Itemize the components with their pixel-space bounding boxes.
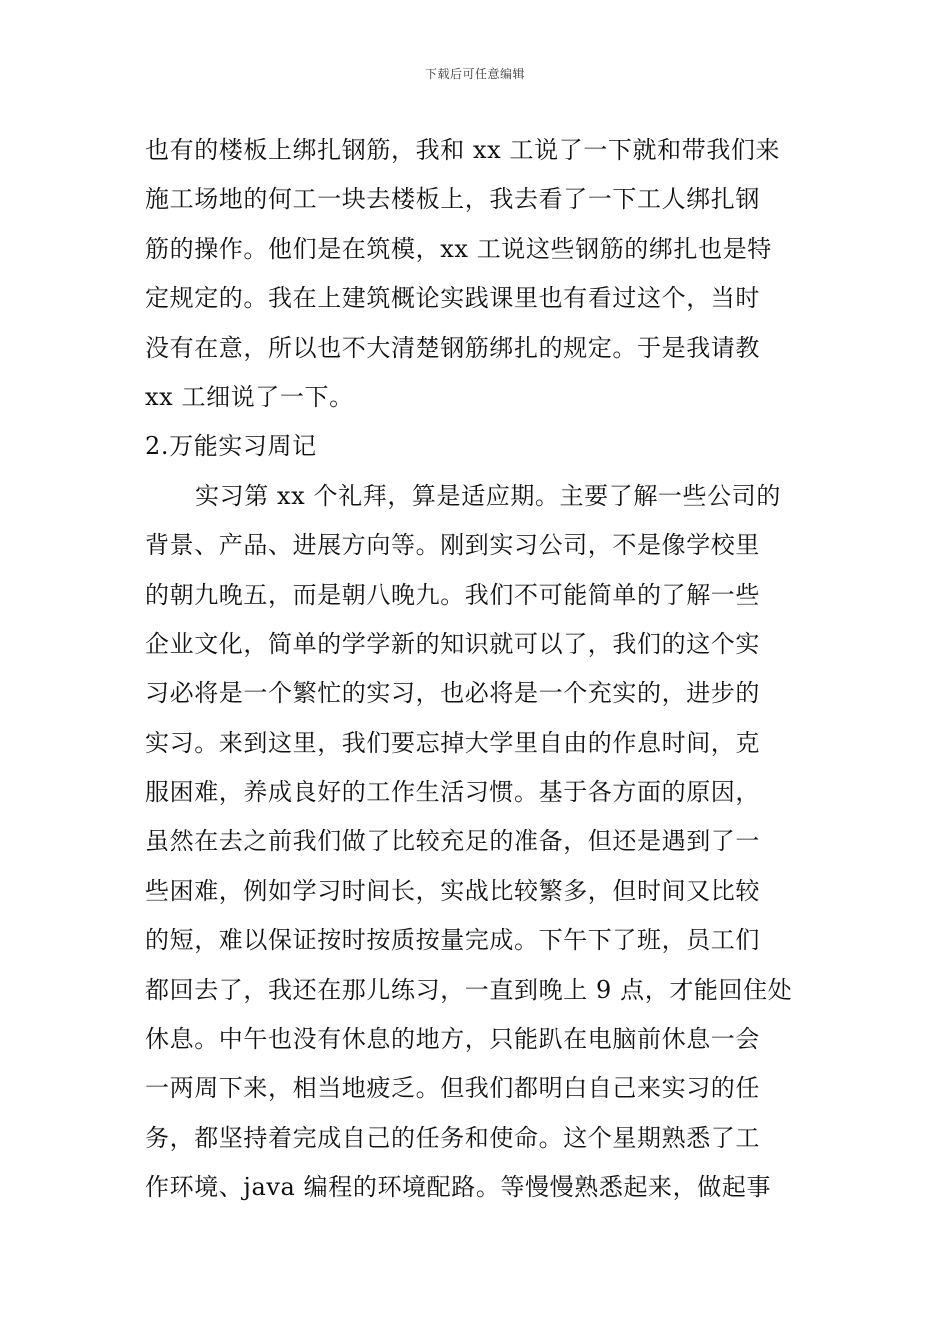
document-body xyxy=(145,126,810,1213)
text-line: 没有在意，所以也不大清楚钢筋绑扎的规定。于是我请教 xyxy=(145,333,760,362)
text-line: 些困难，例如学习时间长，实战比较繁多，但时间又比较 xyxy=(145,876,760,905)
page-header: 下载后可任意编辑 xyxy=(424,67,525,81)
text-line: 定规定的。我在上建筑概论实践课里也有看过这个，当时 xyxy=(145,284,760,313)
text-line: 务，都坚持着完成自己的任务和使命。这个星期熟悉了工 xyxy=(145,1123,760,1152)
text-line: 习必将是一个繁忙的实习，也必将是一个充实的，进步的 xyxy=(145,679,760,708)
section-heading: 2.万能实习周记 xyxy=(145,432,317,461)
text-line: 虽然在去之前我们做了比较充足的准备，但还是遇到了一 xyxy=(145,827,760,856)
text-line: 企业文化，简单的学学新的知识就可以了，我们的这个实 xyxy=(145,629,760,658)
text-line: 一两周下来，相当地疲乏。但我们都明白自己来实习的任 xyxy=(145,1074,760,1103)
text-line: 施工场地的何工一块去楼板上，我去看了一下工人绑扎钢 xyxy=(145,185,760,214)
text-line: xx 工细说了一下。 xyxy=(145,382,354,411)
paragraph-first-line: 实习第 xx 个礼拜，算是适应期。主要了解一些公司的 xyxy=(195,481,781,510)
text-line: 实习。来到这里，我们要忘掉大学里自由的作息时间，克 xyxy=(145,728,760,757)
text-line: 的朝九晚五，而是朝八晚九。我们不可能简单的了解一些 xyxy=(145,580,760,609)
text-line: 服困难，养成良好的工作生活习惯。基于各方面的原因， xyxy=(145,778,760,807)
text-line: 都回去了，我还在那儿练习，一直到晚上 9 点，才能回住处 xyxy=(145,975,793,1004)
text-line: 作环境、java 编程的环境配路。等慢慢熟悉起来，做起事 xyxy=(145,1173,772,1202)
text-line: 休息。中午也没有休息的地方，只能趴在电脑前休息一会 xyxy=(145,1025,760,1054)
text-line: 也有的楼板上绑扎钢筋，我和 xx 工说了一下就和带我们来 xyxy=(145,136,781,164)
text-line: 筋的操作。他们是在筑模，xx 工说这些钢筋的绑扎也是特 xyxy=(145,234,772,263)
text-line: 的短，难以保证按时按质按量完成。下午下了班，员工们 xyxy=(145,926,760,955)
text-line: 背景、产品、进展方向等。刚到实习公司，不是像学校里 xyxy=(145,531,760,560)
